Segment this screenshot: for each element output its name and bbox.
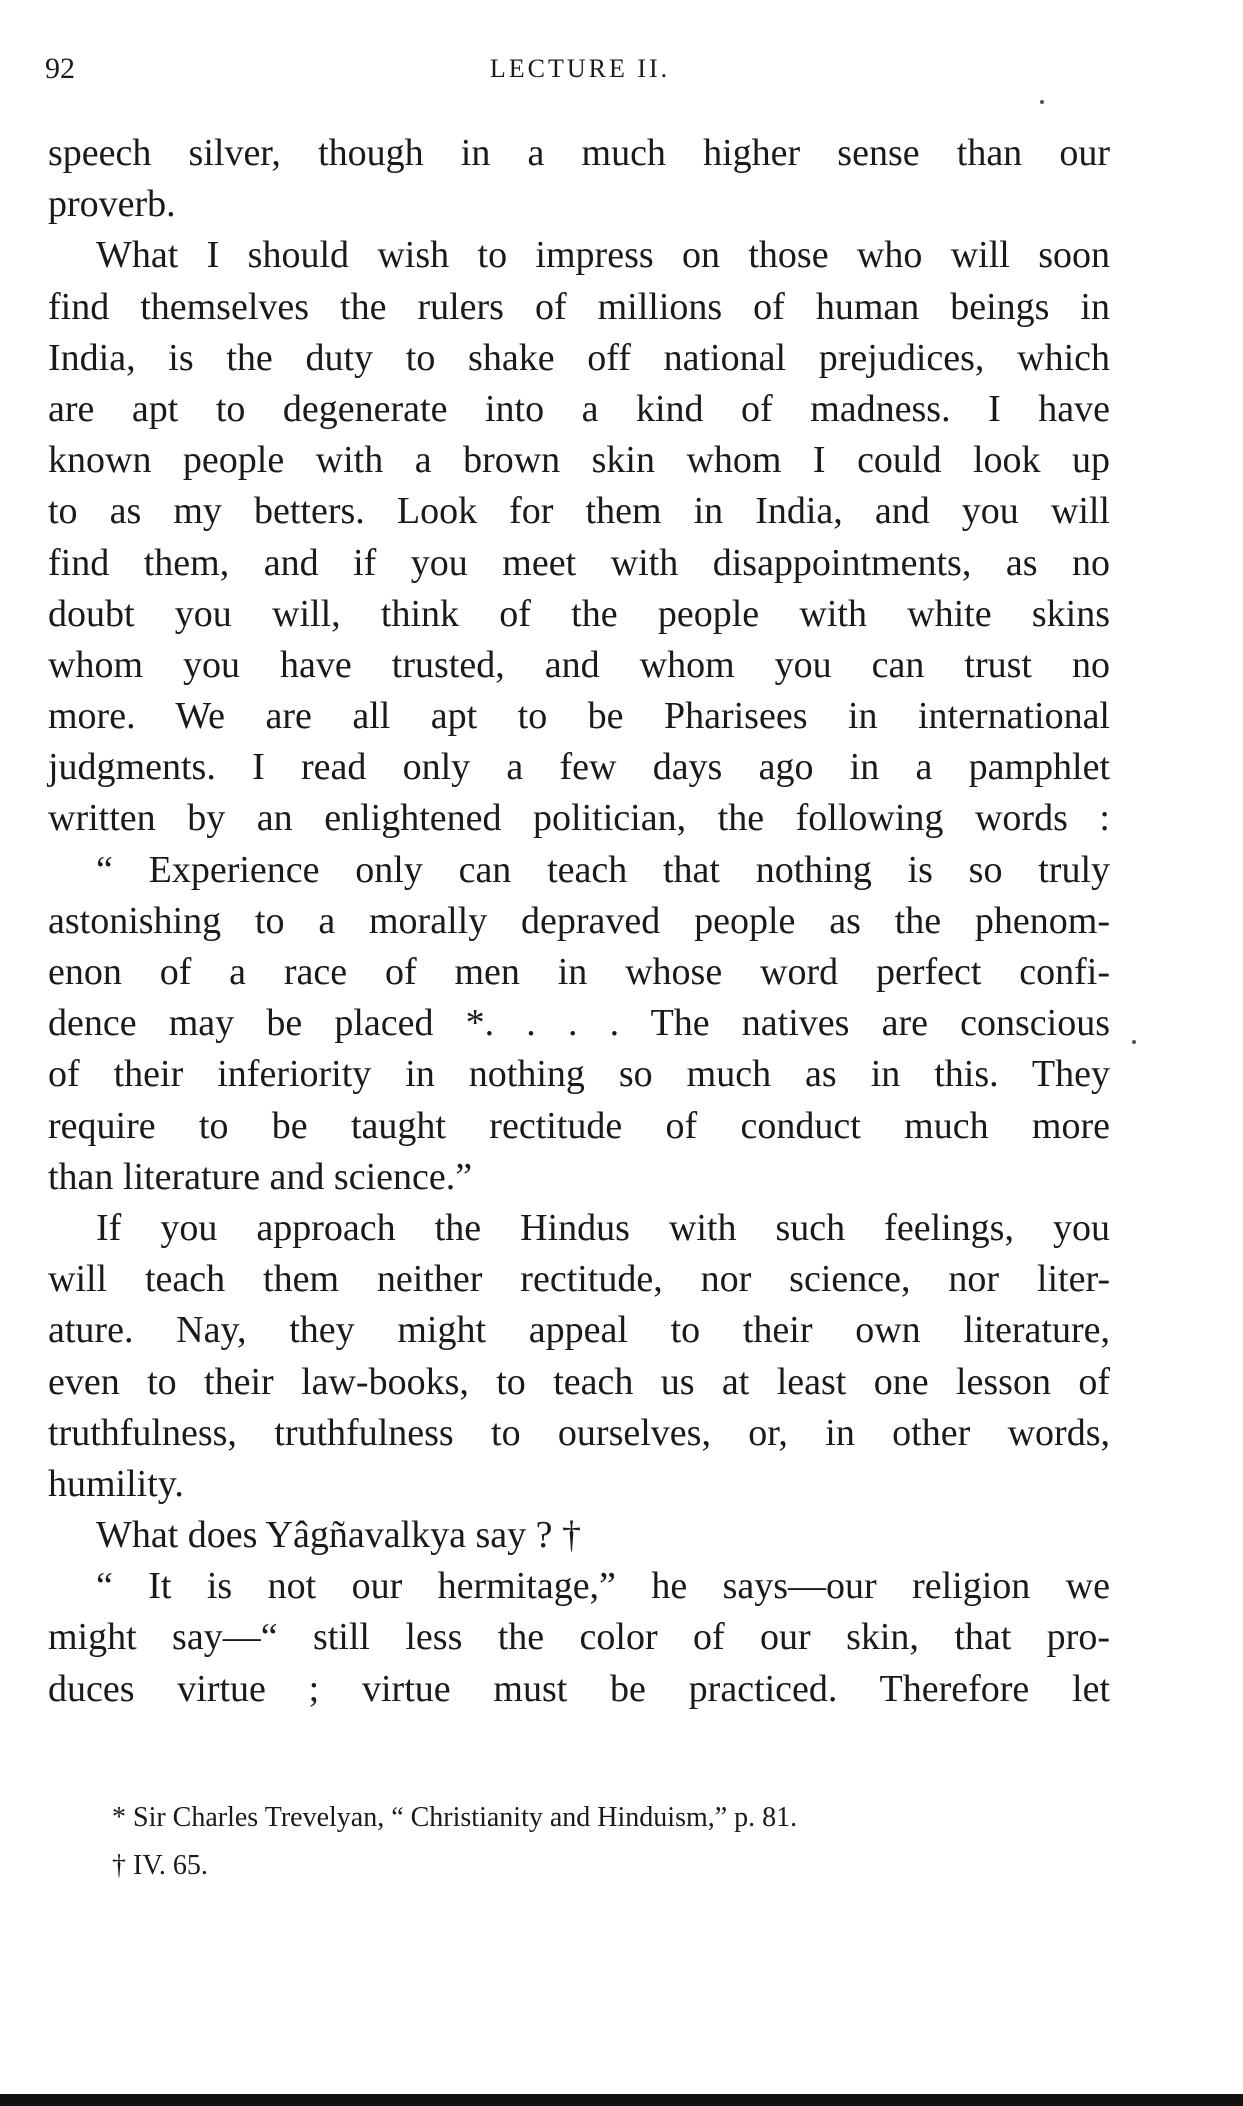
text-line: known people with a brown skin whom I could look up: [48, 439, 1110, 482]
text-line: to as my betters. Look for them in India, and you will: [48, 490, 1110, 533]
paper-speck: [1040, 100, 1044, 104]
text-line: written by an enlightened politician, the following words :: [48, 797, 1110, 840]
text-line: will teach them neither rectitude, nor science, nor liter-: [48, 1258, 1110, 1301]
paper-speck: [1132, 1040, 1136, 1044]
page-header: [45, 52, 1115, 96]
text-line: ature. Nay, they might appeal to their own literature,: [48, 1309, 1110, 1352]
text-line: truthfulness, truthfulness to ourselves, or, in other words,: [48, 1411, 1110, 1454]
text-line: enon of a race of men in whose word perfect confi-: [48, 951, 1110, 993]
text-line: India, is the duty to shake off national prejudices, which: [48, 336, 1110, 379]
scan-edge: [0, 2094, 1243, 2106]
text-line: find them, and if you meet with disappointments, as no: [48, 541, 1110, 584]
text-line: “ Experience only can teach that nothing is so truly: [96, 848, 1110, 891]
text-line: dence may be placed *. . . . The natives are conscious: [48, 1002, 1110, 1045]
text-line: duces virtue ; virtue must be practiced. Therefore let: [48, 1667, 1110, 1710]
text-line: speech silver, though in a much higher sense than our: [48, 132, 1110, 174]
text-line: humility.: [48, 1462, 184, 1505]
text-line: than literature and science.”: [48, 1155, 473, 1198]
text-line: “ It is not our hermitage,” he says—our religion we: [96, 1565, 1110, 1608]
text-line: astonishing to a morally depraved people as the phenom-: [48, 899, 1110, 942]
footnotes: [112, 1794, 1112, 1890]
text-line: If you approach the Hindus with such feelings, you: [96, 1206, 1110, 1249]
text-line: judgments. I read only a few days ago in a pamphlet: [48, 746, 1110, 789]
text-line: What I should wish to impress on those who will soon: [96, 234, 1110, 277]
text-line: of their inferiority in nothing so much as in this. They: [48, 1053, 1110, 1096]
text-line: might say—“ still less the color of our skin, that pro-: [48, 1616, 1110, 1659]
footnote: * Sir Charles Trevelyan, “ Christianity and Hinduism,” p. 81.: [112, 1802, 798, 1833]
text-line: proverb.: [48, 183, 176, 226]
text-line: doubt you will, think of the people with white skins: [48, 592, 1110, 635]
footnote: † IV. 65.: [112, 1850, 208, 1881]
text-line: are apt to degenerate into a kind of madness. I have: [48, 387, 1110, 430]
text-line: require to be taught rectitude of conduct much more: [48, 1104, 1110, 1147]
text-line: even to their law-books, to teach us at least one lesson of: [48, 1360, 1110, 1403]
page-number: 92: [45, 52, 75, 85]
running-head: LECTURE II.: [489, 54, 671, 83]
text-line: What does Yâgñavalkya say ? †: [96, 1514, 582, 1557]
text-line: more. We are all apt to be Pharisees in international: [48, 695, 1110, 738]
text-line: whom you have trusted, and whom you can trust no: [48, 643, 1110, 686]
body-text: [48, 128, 1110, 1715]
text-line: find themselves the rulers of millions of human beings in: [48, 285, 1110, 328]
